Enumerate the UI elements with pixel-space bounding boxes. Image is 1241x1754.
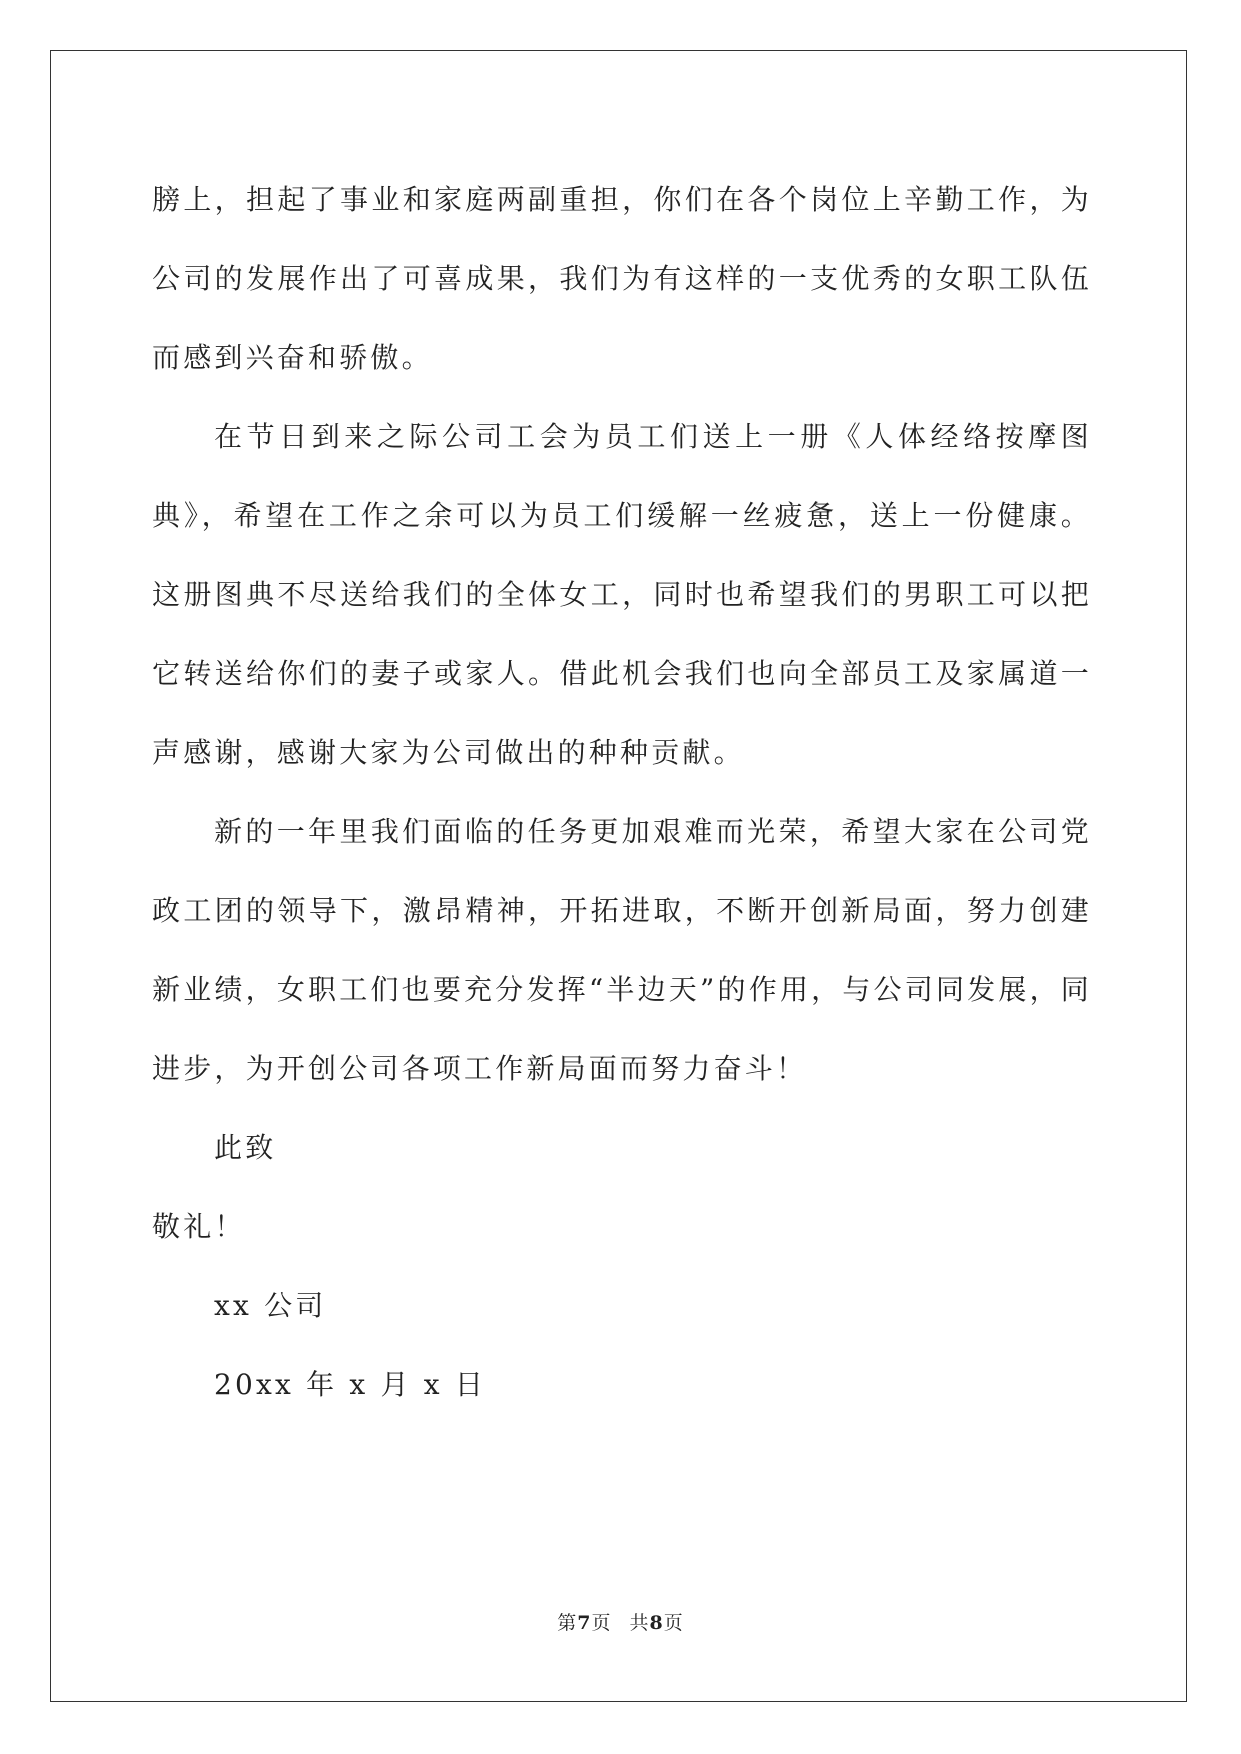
page-total-number: 8: [649, 1612, 664, 1634]
letter-body: [152, 160, 1092, 1424]
page-footer: [0, 1608, 1241, 1635]
signature-company: xx 公司: [214, 1289, 327, 1322]
total-prefix: 共: [629, 1612, 650, 1634]
total-suffix: 页: [663, 1612, 684, 1634]
paragraph-continuation: 膀上，担起了事业和家庭两副重担，你们在各个岗位上辛勤工作，为公司的发展作出了可喜成果，我们为有这样的一支优秀的女职工队伍而感到兴奋和骄傲。: [152, 183, 1092, 374]
page-suffix: 页: [591, 1612, 612, 1634]
salutation-line: 敬礼！: [152, 1210, 246, 1243]
paragraph-gift: 在节日到来之际公司工会为员工们送上一册《人体经络按摩图典》，希望在工作之余可以为员工们缓解一丝疲惫，送上一份健康。这册图典不尽送给我们的全体女工，同时也希望我们的男职工可以把它转送给你们的妻子或家人。借此机会我们也向全部员工及家属道一声感谢，感谢大家为公司做出的种种贡献。: [152, 420, 1092, 769]
closing-line: 此致: [214, 1131, 277, 1164]
page-current-number: 7: [577, 1612, 592, 1634]
paragraph-new-year: 新的一年里我们面临的任务更加艰难而光荣，希望大家在公司党政工团的领导下，激昂精神，开拓进取，不断开创新局面，努力创建新业绩，女职工们也要充分发挥“半边天”的作用，与公司同发展，同进步，为开创公司各项工作新局面而努力奋斗！: [152, 815, 1092, 1085]
signature-date: 20xx 年 x 月 x 日: [214, 1368, 487, 1401]
page-prefix: 第: [557, 1612, 578, 1634]
